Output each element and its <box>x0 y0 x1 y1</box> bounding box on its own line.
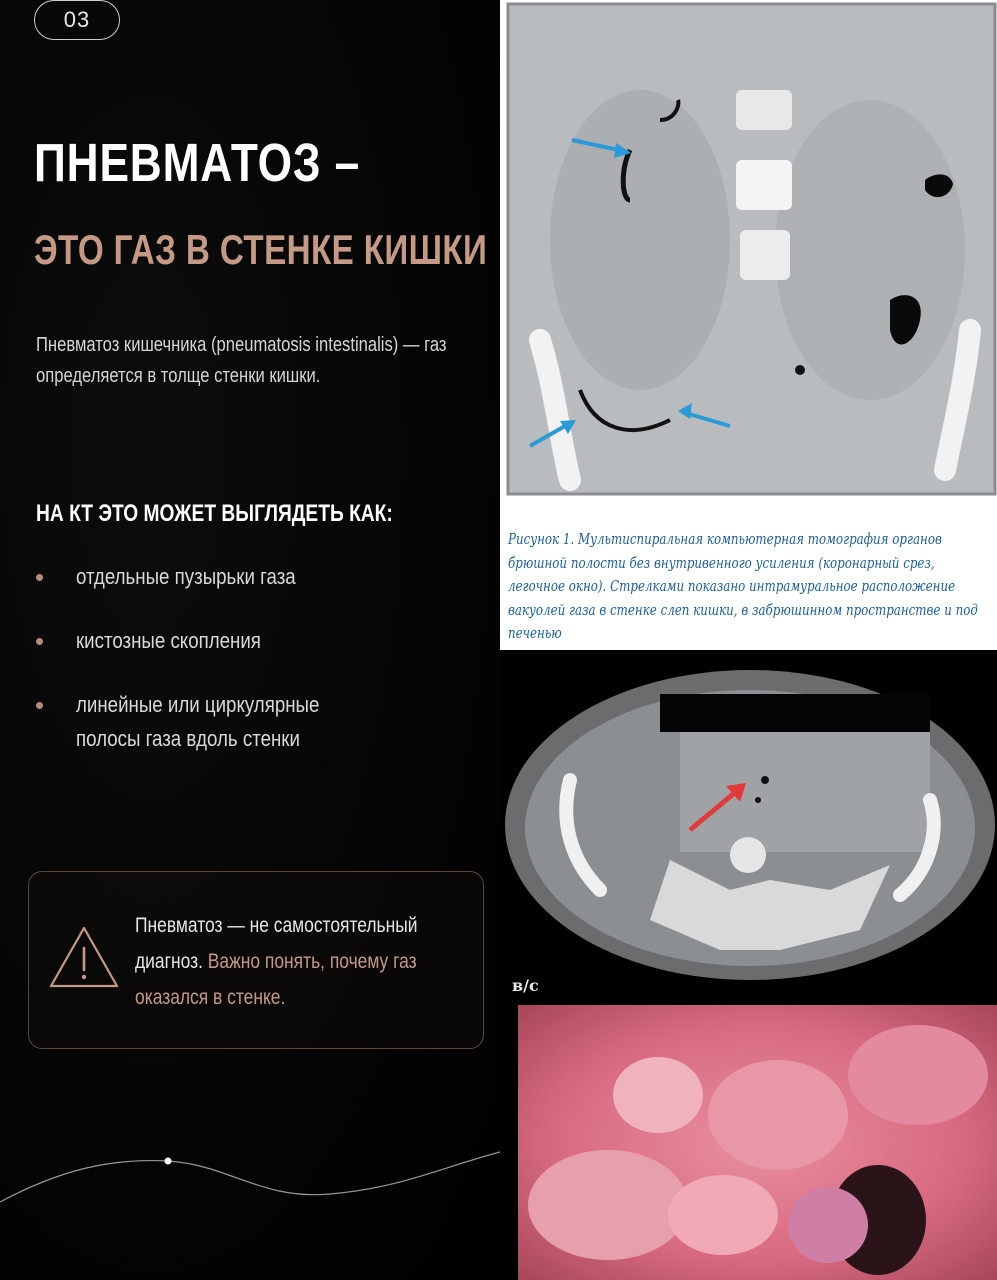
list-item: отдельные пузырьки газа <box>34 560 436 594</box>
intro-text: Пневматоз кишечника (pneumatosis intestinalis) — газ определяется в толще стенки кишки. <box>36 334 447 387</box>
list-item: кистозные скопления <box>34 624 436 658</box>
warning-accent-text: Важно понять, почему газ оказался в стенке. <box>135 950 417 1009</box>
page-number-badge: 03 <box>34 0 120 40</box>
endoscopy-photo <box>518 1005 997 1280</box>
bullet-dot-icon <box>36 702 43 709</box>
ct-heading: НА КТ ЭТО МОЖЕТ ВЫГЛЯДЕТЬ КАК: <box>36 500 393 527</box>
title-line-2: ЭТО ГАЗ В СТЕНКЕ КИШКИ <box>34 226 488 273</box>
warning-triangle-icon <box>47 924 121 990</box>
axial-ct-image <box>500 650 997 1005</box>
axial-image-label: в/с <box>512 976 539 995</box>
coronal-ct-image <box>500 0 997 524</box>
warning-callout <box>28 871 484 1049</box>
ct-findings-list <box>34 560 436 786</box>
bullet-dot-icon <box>36 638 43 645</box>
decorative-wave-line <box>0 1130 500 1220</box>
warning-text: Пневматоз — не самостоятельный диагноз. Важно понять, почему газ оказался в стенке. <box>135 914 418 1009</box>
title-line-1: ПНЕВМАТОЗ – <box>34 133 361 193</box>
figure-caption: Рисунок 1. Мультиспиральная компьютерная томография органов брюшной полости без внутривенного усиления (коронарный срез, легочное окно). Стрелками показано интрамуральное расположение вакуолей газа в стенке слеп кишки, в забрюшинном пространстве и под печенью <box>508 530 978 642</box>
list-item: линейные или циркулярные полосы газа вдоль стенки <box>34 688 436 756</box>
bullet-dot-icon <box>36 574 43 581</box>
figure-caption-area <box>500 524 997 650</box>
